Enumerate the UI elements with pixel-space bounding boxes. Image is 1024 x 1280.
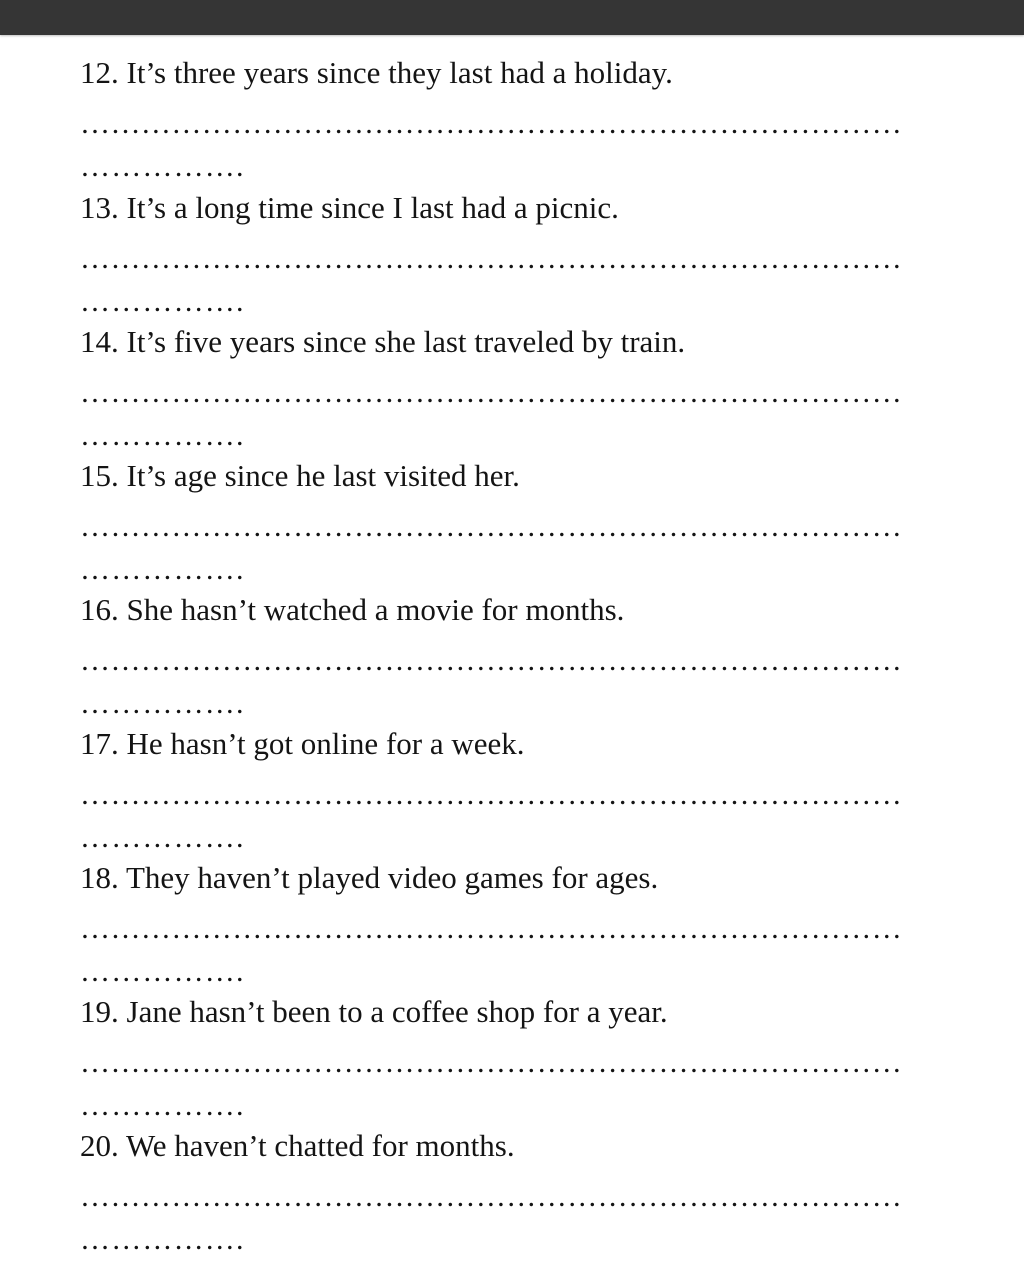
- exercise-item-14: [80, 324, 970, 451]
- exercise-item-15: [80, 458, 970, 585]
- answer-line-long[interactable]: ………………………………………………………………………: [80, 109, 903, 139]
- exercise-text: He hasn’t got online for a week.: [126, 726, 525, 761]
- exercise-sentence: [80, 324, 970, 360]
- exercise-sentence: [80, 726, 970, 762]
- answer-line-short[interactable]: …………….: [80, 285, 245, 318]
- exercise-item-20: [80, 1128, 970, 1255]
- answer-line-long[interactable]: ………………………………………………………………………: [80, 378, 903, 408]
- exercise-item-12: [80, 55, 970, 182]
- exercise-text: We haven’t chatted for months.: [125, 1128, 515, 1163]
- answer-line-short[interactable]: …………….: [80, 553, 245, 586]
- exercise-item-18: [80, 860, 970, 987]
- exercise-text: It’s a long time since I last had a picnic.: [126, 190, 619, 225]
- answer-line-long[interactable]: ………………………………………………………………………: [80, 1048, 903, 1078]
- exercise-sentence: [80, 592, 970, 628]
- exercise-number: 14.: [80, 324, 119, 359]
- exercise-number: 18.: [80, 860, 119, 895]
- answer-line-short[interactable]: …………….: [80, 955, 245, 988]
- exercise-item-19: [80, 994, 970, 1121]
- exercise-item-13: [80, 190, 970, 317]
- answer-line-long[interactable]: ………………………………………………………………………: [80, 244, 903, 274]
- answer-line-short[interactable]: …………….: [80, 150, 245, 183]
- exercise-text: They haven’t played video games for ages.: [125, 860, 659, 895]
- exercise-item-17: [80, 726, 970, 853]
- answer-line-long[interactable]: ………………………………………………………………………: [80, 512, 903, 542]
- exercise-number: 13.: [80, 190, 119, 225]
- exercise-number: 16.: [80, 592, 119, 627]
- exercise-sentence: [80, 458, 970, 494]
- exercise-number: 19.: [80, 994, 119, 1029]
- answer-line-short[interactable]: …………….: [80, 821, 245, 854]
- answer-line-short[interactable]: …………….: [80, 687, 245, 720]
- exercise-text: It’s five years since she last traveled by train.: [126, 324, 686, 359]
- exercise-sentence: [80, 860, 970, 896]
- answer-line-short[interactable]: …………….: [80, 419, 245, 452]
- answer-line-long[interactable]: ………………………………………………………………………: [80, 914, 903, 944]
- exercise-number: 20.: [80, 1128, 119, 1163]
- exercise-sentence: [80, 994, 970, 1030]
- exercise-sentence: [80, 190, 970, 226]
- exercise-number: 15.: [80, 458, 119, 493]
- answer-line-short[interactable]: …………….: [80, 1089, 245, 1122]
- exercise-sentence: [80, 55, 970, 91]
- answer-line-short[interactable]: …………….: [80, 1223, 245, 1256]
- exercise-item-16: [80, 592, 970, 719]
- exercise-text: It’s age since he last visited her.: [126, 458, 520, 493]
- answer-line-long[interactable]: ………………………………………………………………………: [80, 1182, 903, 1212]
- exercise-text: Jane hasn’t been to a coffee shop for a year.: [126, 994, 668, 1029]
- exercise-number: 12.: [80, 55, 119, 90]
- exercise-text: It’s three years since they last had a holiday.: [126, 55, 673, 90]
- exercise-text: She hasn’t watched a movie for months.: [126, 592, 625, 627]
- exercise-number: 17.: [80, 726, 119, 761]
- viewer-top-bar: [0, 0, 1024, 35]
- answer-line-long[interactable]: ………………………………………………………………………: [80, 646, 903, 676]
- exercise-sentence: [80, 1128, 970, 1164]
- answer-line-long[interactable]: ………………………………………………………………………: [80, 780, 903, 810]
